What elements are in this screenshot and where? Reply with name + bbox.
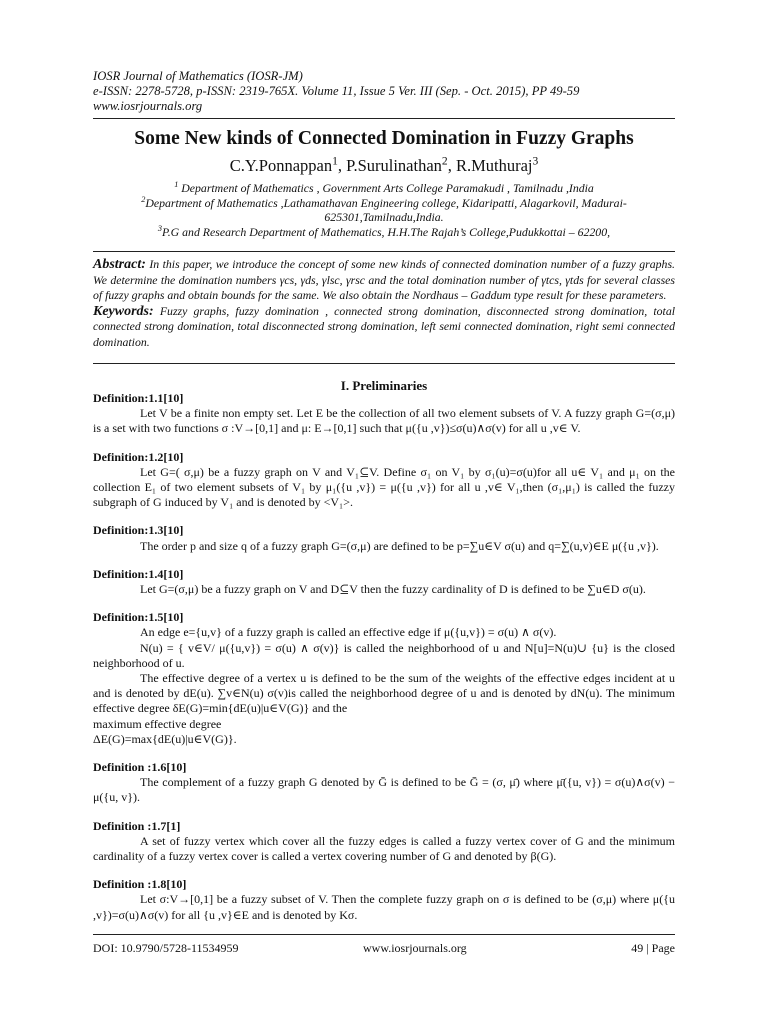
author-sup: 1 xyxy=(332,155,338,168)
definition-text: Let V be a finite non empty set. Let E be the collection of all two element subsets of V. A fuzzy graph G=(σ,μ) is a set with two functions σ :V→[0,1] and μ: E→[0,1] such that μ({u ,v})≤σ(u)∧σ(v) for all u ,v∈ V. xyxy=(93,406,675,436)
author-name: R.Muthuraj xyxy=(455,156,533,175)
definition-spacer xyxy=(93,747,675,760)
author-sup: 2 xyxy=(441,155,448,168)
affiliation xyxy=(93,181,675,196)
definition-text: ΔE(G)=max{dE(u)|u∈V(G)}. xyxy=(93,731,237,746)
definition-heading: Definition:1.2[10] xyxy=(93,449,184,464)
abstract xyxy=(93,257,675,304)
definition-spacer xyxy=(93,864,675,877)
author-name: C.Y.Ponnappan xyxy=(229,156,333,175)
definition-heading: Definition :1.6[10] xyxy=(93,760,187,775)
abstract-bottom-rule xyxy=(93,363,675,364)
abstract-text: In this paper, we introduce the concept of some new kinds of connected domination number of a fuzzy graphs. We determine the domination numbers γcs, γds, γlsc, γrsc and the total domination number of γtcs, γtds for several classes of fuzzy graphs and obtain bounds for the same. We also obtain the Nordhaus – Gaddum type result for these parameters. xyxy=(93,257,675,302)
definition-text: The effective degree of a vertex u is defined to be the sum of the weights of the effective edges incident at u and is denoted by dE(u). ∑v∈N(u) σ(v)is called the neighborhood degree of u and is denoted by dN(u). The minimum effective degree δE(G)=min{dE(u)|u∈V(G)} and the xyxy=(93,671,675,716)
definition-heading: Definition:1.5[10] xyxy=(93,610,184,625)
definition-text: maximum effective degree xyxy=(93,716,222,731)
section-heading: I. Preliminaries xyxy=(340,378,428,393)
keywords-label: Keywords: xyxy=(93,303,154,319)
definitions-body xyxy=(93,391,675,923)
affiliation-text: Department of Mathematics , Government Arts College Paramakudi , Tamilnadu ,India xyxy=(181,181,594,195)
abstract-top-rule xyxy=(93,251,675,252)
affiliation-text: P.G and Research Department of Mathematics, H.H.The Rajah’s College,Pudukkottai – 62200, xyxy=(162,224,611,239)
affiliation-sup: 3 xyxy=(157,223,163,233)
footer-doi: DOI: 10.9790/5728-11534959 xyxy=(93,941,239,955)
keywords xyxy=(93,304,675,351)
paper-title: Some New kinds of Connected Domination in Fuzzy Graphs xyxy=(134,128,634,149)
journal-name: IOSR Journal of Mathematics (IOSR-JM) xyxy=(93,69,303,83)
journal-url: www.iosrjournals.org xyxy=(93,99,203,113)
footer-rule xyxy=(93,934,675,935)
keywords-text: Fuzzy graphs, fuzzy domination , connected strong domination, disconnected strong domination, total connected strong domination, total disconnected strong domination, left semi connected domination, right semi connected domination. xyxy=(93,303,675,349)
affiliation xyxy=(93,225,675,240)
definition-text: Let G=(σ,μ) be a fuzzy graph on V and D⊆V then the fuzzy cardinality of D is defined to be ∑u∈D σ(u). xyxy=(140,582,646,597)
definition-heading: Definition:1.3[10] xyxy=(93,523,184,538)
author-sup: 3 xyxy=(532,155,539,168)
definition-text: Let G=( σ,μ) be a fuzzy graph on V and V₁⊆V. Define σ₁ on V₁ by σ₁(u)=σ(u)for all u∈ V₁ and μ₁ on the collection E₁ of two element subsets of V₁ by μ₁({u ,v}) = μ({u ,v}) for all u ,v∈ V₁,then (σ₁,μ₁) is called the fuzzy subgraph of G induced by V₁ and is denoted by <V₁>. xyxy=(93,464,675,510)
definition-text: The order p and size q of a fuzzy graph G=(σ,μ) are defined to be p=∑u∈V σ(u) and q=∑(u,v)∈E μ({u ,v}). xyxy=(140,538,659,553)
header-rule xyxy=(93,118,675,119)
definition-heading: Definition :1.8[10] xyxy=(93,877,187,892)
affiliation-sup: 1 xyxy=(174,180,179,190)
journal-issn: e-ISSN: 2278-5728, p-ISSN: 2319-765X. Volume 11, Issue 5 Ver. III (Sep. - Oct. 2015), PP 49-59 xyxy=(93,84,580,98)
affiliations xyxy=(93,181,675,239)
affiliation-text: Department of Mathematics ,Lathamathavan Engineering college, Kidaripatti, Alagarkovil, Madurai-625301,Tamilnadu,India. xyxy=(145,195,627,224)
journal-header xyxy=(93,69,579,114)
definition-heading: Definition:1.4[10] xyxy=(93,566,184,581)
definition-spacer xyxy=(93,597,675,610)
definition-text: N(u) = { v∈V/ μ({u,v}) = σ(u) ∧ σ(v)} is called the neighborhood of u and N[u]=N(u)∪ {u} is the closed neighborhood of u. xyxy=(93,640,675,670)
abstract-label: Abstract: xyxy=(93,257,146,272)
definition-text: The complement of a fuzzy graph G denoted by Ḡ is defined to be Ḡ = (σ, μ̄) where μ̄({u, v}) = σ(u)∧σ(v) − μ({u, v}). xyxy=(93,775,675,805)
definition-spacer xyxy=(93,554,675,567)
abstract-block xyxy=(93,257,675,350)
definition-text: Let σ:V→[0,1] be a fuzzy subset of V. Then the complete fuzzy graph on σ is defined to be (σ,μ) where μ({u ,v})=σ(u)∧σ(v) for all {u ,v}∈E and is denoted by Kσ. xyxy=(93,892,675,922)
author-name: P.Surulinathan xyxy=(346,156,442,175)
definition-heading: Definition:1.1[10] xyxy=(93,391,184,405)
definition-spacer xyxy=(93,510,675,523)
definition-text: A set of fuzzy vertex which cover all the fuzzy edges is called a fuzzy vertex cover of G and the minimum cardinality of a fuzzy vertex cover is called a vertex covering number of G and denoted by β(G). xyxy=(93,833,675,864)
definition-text: An edge e={u,v} of a fuzzy graph is called an effective edge if μ({u,v}) = σ(u) ∧ σ(v). xyxy=(140,625,557,640)
footer-site: www.iosrjournals.org xyxy=(363,941,467,955)
definition-spacer xyxy=(93,806,675,819)
definition-spacer xyxy=(93,437,675,450)
affiliation xyxy=(93,196,675,225)
definition-heading: Definition :1.7[1] xyxy=(93,818,181,833)
affiliation-sup: 2 xyxy=(141,194,146,204)
footer-page-number: 49 | Page xyxy=(631,941,675,955)
author-list: C.Y.Ponnappan$^1$, P.Surulinathan$^2$, R.Muthuraj$^3$ xyxy=(229,155,539,175)
